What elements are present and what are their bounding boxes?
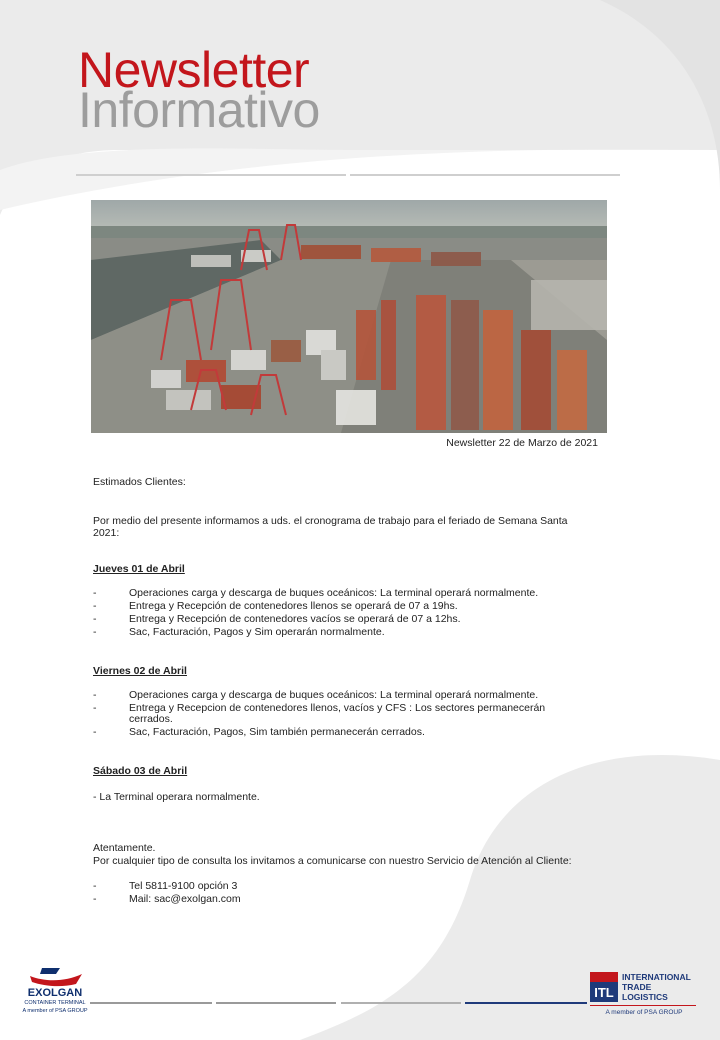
intro-paragraph: Por medio del presente informamos a uds. el cronograma de trabajo para el feriado de Semana Santa 2021: xyxy=(93,515,568,539)
list-item: - Entrega y Recepción de contenedores llenos se operará de 07 a 19hs. xyxy=(93,600,458,612)
section-heading-jueves: Jueves 01 de Abril xyxy=(93,563,185,575)
list-item: - Operaciones carga y descarga de buques oceánicos: La terminal operará normalmente. xyxy=(93,689,539,701)
bullet-dash: - xyxy=(93,587,97,599)
sabado-note: - La Terminal operara normalmente. xyxy=(93,791,260,803)
ship-icon xyxy=(40,968,60,974)
bullet-dash: - xyxy=(93,726,97,738)
terminal-photo xyxy=(91,200,607,433)
exolgan-logo-name: EXOLGAN xyxy=(27,987,83,999)
header-divider-right xyxy=(350,174,620,176)
itl-logo-tag: A member of PSA GROUP xyxy=(605,1009,683,1016)
header-divider-left xyxy=(76,174,346,176)
footer-divider-1 xyxy=(90,1002,212,1004)
aerial-container-terminal-photo-icon xyxy=(91,200,607,433)
greeting: Estimados Clientes: xyxy=(93,476,186,488)
contact-phone: - Tel 5811-9100 opción 3 xyxy=(93,880,238,892)
list-item: - Entrega y Recepcion de contenedores llenos, vacíos y CFS : Los sectores permanecerán cerrados. xyxy=(93,702,546,725)
itl-logo-mark: ITL xyxy=(594,985,614,1000)
newsletter-date: Newsletter 22 de Marzo de 2021 xyxy=(446,437,598,449)
contact-list xyxy=(93,881,573,907)
itl-logo xyxy=(588,968,700,1018)
viernes-list xyxy=(93,690,573,740)
list-item: - Entrega y Recepción de contenedores vacíos se operará de 07 a 12hs. xyxy=(93,613,461,625)
contact-mail: - Mail: sac@exolgan.com xyxy=(93,893,241,905)
list-item: - Operaciones carga y descarga de buques oceánicos: La terminal operará normalmente. xyxy=(93,587,539,599)
bullet-dash: - xyxy=(93,893,97,905)
jueves-list xyxy=(93,588,573,640)
bullet-dash: - xyxy=(93,702,97,714)
contact-text: Por cualquier tipo de consulta los invitamos a comunicarse con nuestro Servicio de Atención al Cliente: xyxy=(93,855,572,867)
bullet-dash: - xyxy=(93,880,97,892)
sign-off: Atentamente. xyxy=(93,842,156,854)
itl-logo-line1: INTERNATIONAL xyxy=(622,972,691,982)
itl-logo-line2: TRADE xyxy=(622,982,652,992)
section-heading-sabado: Sábado 03 de Abril xyxy=(93,765,188,777)
bullet-dash: - xyxy=(93,626,97,638)
title-newsletter: Newsletter xyxy=(78,42,310,98)
footer-divider-4 xyxy=(465,1002,587,1004)
exolgan-logo xyxy=(20,964,90,1016)
section-heading-viernes: Viernes 02 de Abril xyxy=(93,665,187,677)
itl-logo-line3: LOGISTICS xyxy=(622,992,668,1002)
bullet-dash: - xyxy=(93,689,97,701)
footer-divider-3 xyxy=(341,1002,461,1004)
bullet-dash: - xyxy=(93,600,97,612)
footer-divider-2 xyxy=(216,1002,336,1004)
list-item: - Sac, Facturación, Pagos, Sim también permanecerán cerrados. xyxy=(93,726,425,738)
exolgan-logo-sub: CONTAINER TERMINAL xyxy=(24,1000,86,1006)
exolgan-logo-tag: A member of PSA GROUP xyxy=(22,1008,88,1014)
bullet-dash: - xyxy=(93,613,97,625)
title-informativo: Informativo xyxy=(78,82,320,138)
list-item: - Sac, Facturación, Pagos y Sim operarán normalmente. xyxy=(93,626,385,638)
